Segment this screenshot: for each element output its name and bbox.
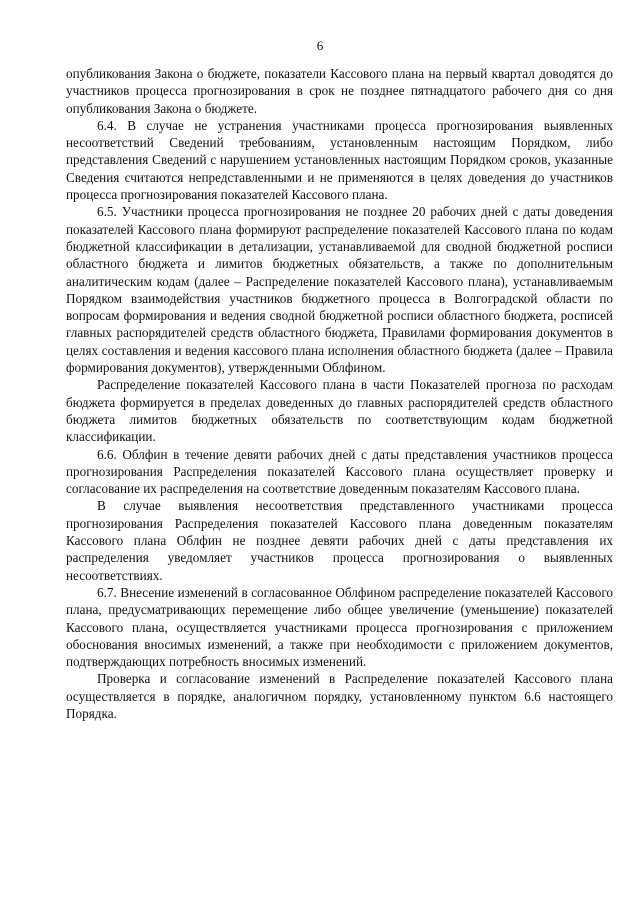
paragraph-6-5-expenses: Распределение показателей Кассового плана в части Показателей прогноза по расходам бюджета формируется в пределах доведенных до главных распорядителей средств областного бюджета лимитов бюджетных обязательств по соответствующим кодам бюджетной классификации. xyxy=(66,377,613,445)
paragraph-6-6-discrepancy: В случае выявления несоответствия представленного участниками процесса прогнозирования Распределения показателей Кассового плана доведенным показателям Кассового плана Облфин не позднее девяти рабочих дней с даты представления их распределения уведомляет участников процесса прогнозирования о выявленных несоответствиях. xyxy=(66,498,613,583)
document-body xyxy=(66,65,613,722)
paragraph-6-7: 6.7. Внесение изменений в согласованное Облфином распределение показателей Кассового плана, предусматривающих перемещение либо общее увеличение (уменьшение) показателей Кассового плана, осуществляется участниками процесса прогнозирования с приложением обоснования вносимых изменений, а также при необходимости с приложением документов, подтверждающих потребность вносимых изменений. xyxy=(66,584,613,670)
paragraph-6-5: 6.5. Участники процесса прогнозирования не позднее 20 рабочих дней с даты доведения показателей Кассового плана формируют распределение показателей Кассового плана по кодам бюджетной классификации в детализации, устанавливаемой для сводной бюджетной росписи областного бюджета и лимитов бюджетных обязательств, а также по дополнительным аналитическим кодам (далее – Распределение показателей Кассового плана), устанавливаемым Порядком взаимодействия участников бюджетного процесса в Волгоградской области по вопросам формирования и ведения сводной бюджетной росписи областного бюджета, росписей главных распорядителей средств областного бюджета, Правилами формирования документов в целях составления и ведения кассового плана исполнения областного бюджета (далее – Правила формирования документов), утвержденными Облфином. xyxy=(66,204,613,376)
page-number: 6 xyxy=(316,38,324,53)
paragraph-6-4: 6.4. В случае не устранения участниками процесса прогнозирования выявленных несоответствий Сведений требованиям, установленным настоящим Порядком, либо представления Сведений с нарушением установленных настоящим Порядком сроков, указанные Сведения считаются непредставленными и не применяются в целях доведения до участников процесса прогнозирования показателей Кассового плана. xyxy=(66,117,613,203)
paragraph-6-7-verification: Проверка и согласование изменений в Распределение показателей Кассового плана осуществляется в порядке, аналогичном порядку, установленному пунктом 6.6 настоящего Порядка. xyxy=(66,671,613,721)
paragraph-6-6: 6.6. Облфин в течение девяти рабочих дней с даты представления участников процесса прогнозирования Распределения показателей Кассового плана осуществляет проверку и согласование их распределения на соответствие доведенным показателям Кассового плана. xyxy=(66,446,613,497)
paragraph-continuation: опубликования Закона о бюджете, показатели Кассового плана на первый квартал доводятся до участников процесса прогнозирования в срок не позднее пятнадцатого рабочего дня со дня опубликования Закона о бюджете. xyxy=(66,66,613,116)
